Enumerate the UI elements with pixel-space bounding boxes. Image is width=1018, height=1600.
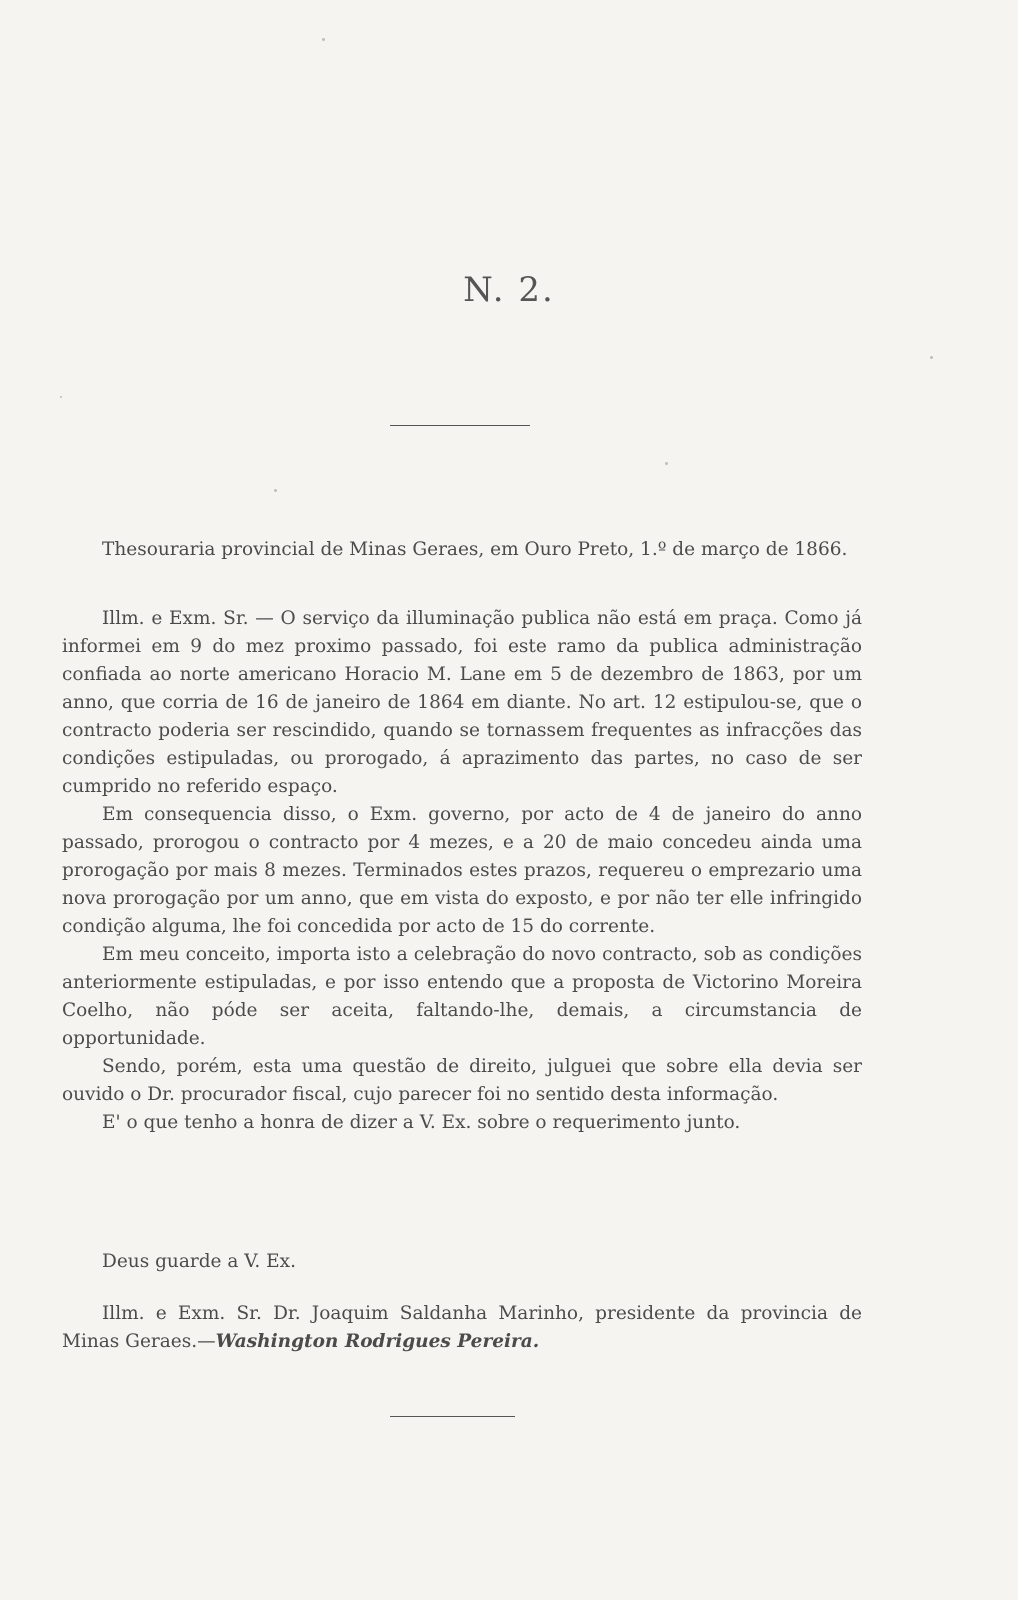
top-divider xyxy=(390,425,530,426)
paper-speck xyxy=(274,489,277,492)
paragraph-4: Sendo, porém, esta uma questão de direito, julguei que sobre ella devia ser ouvido o Dr. procurador fiscal, cujo parecer foi no sentido desta informação. xyxy=(62,1056,862,1105)
addressee-text xyxy=(62,1300,862,1356)
paper-speck xyxy=(60,396,62,398)
bottom-divider xyxy=(390,1416,515,1417)
signature: Washington Rodrigues Pereira. xyxy=(215,1331,540,1352)
document-number-heading: N. 2. xyxy=(463,270,555,310)
letter-body xyxy=(62,605,862,1137)
addressee-block xyxy=(62,1300,862,1356)
place-date-line xyxy=(62,536,862,564)
closing-line xyxy=(62,1248,862,1276)
paragraph-5: E' o que tenho a honra de dizer a V. Ex. sobre o requerimento junto. xyxy=(102,1112,741,1133)
paper-speck xyxy=(930,356,933,359)
paper-speck xyxy=(665,462,668,465)
place-date-text: Thesouraria provincial de Minas Geraes, em Ouro Preto, 1.º de março de 1866. xyxy=(102,539,848,560)
paragraph-2: Em consequencia disso, o Exm. governo, por acto de 4 de janeiro do anno passado, prorogou o contracto por 4 mezes, e a 20 de maio concedeu ainda uma prorogação por mais 8 mezes. Terminados estes prazos, requereu o emprezario uma nova prorogação por um anno, que em vista do exposto, e por não ter elle infringido condição alguma, lhe foi concedida por acto de 15 do corrente. xyxy=(62,804,862,937)
paragraph-3: Em meu conceito, importa isto a celebração do novo contracto, sob as condições anteriormente estipuladas, e por isso entendo que a proposta de Victorino Moreira Coelho, não póde ser aceita, faltando-lhe, demais, a circumstancia de opportunidade. xyxy=(62,944,862,1049)
addressee-name: Illm. e Exm. Sr. Dr. Joaquim Saldanha Marinho, presidente da provincia de Minas Geraes.— xyxy=(62,1303,862,1352)
paper-speck xyxy=(322,38,325,41)
closing-text: Deus guarde a V. Ex. xyxy=(102,1251,296,1272)
paragraph-1: Illm. e Exm. Sr. — O serviço da illuminação publica não está em praça. Como já informei em 9 do mez proximo passado, foi este ramo da publica administração confiada ao norte americano Horacio M. Lane em 5 de dezembro de 1863, por um anno, que corria de 16 de janeiro de 1864 em diante. No art. 12 estipulou-se, que o contracto poderia ser rescindido, quando se tornassem frequentes as infracções das condições estipuladas, ou prorogado, á aprazimento das partes, no caso de ser cumprido no referido espaço. xyxy=(62,608,862,797)
